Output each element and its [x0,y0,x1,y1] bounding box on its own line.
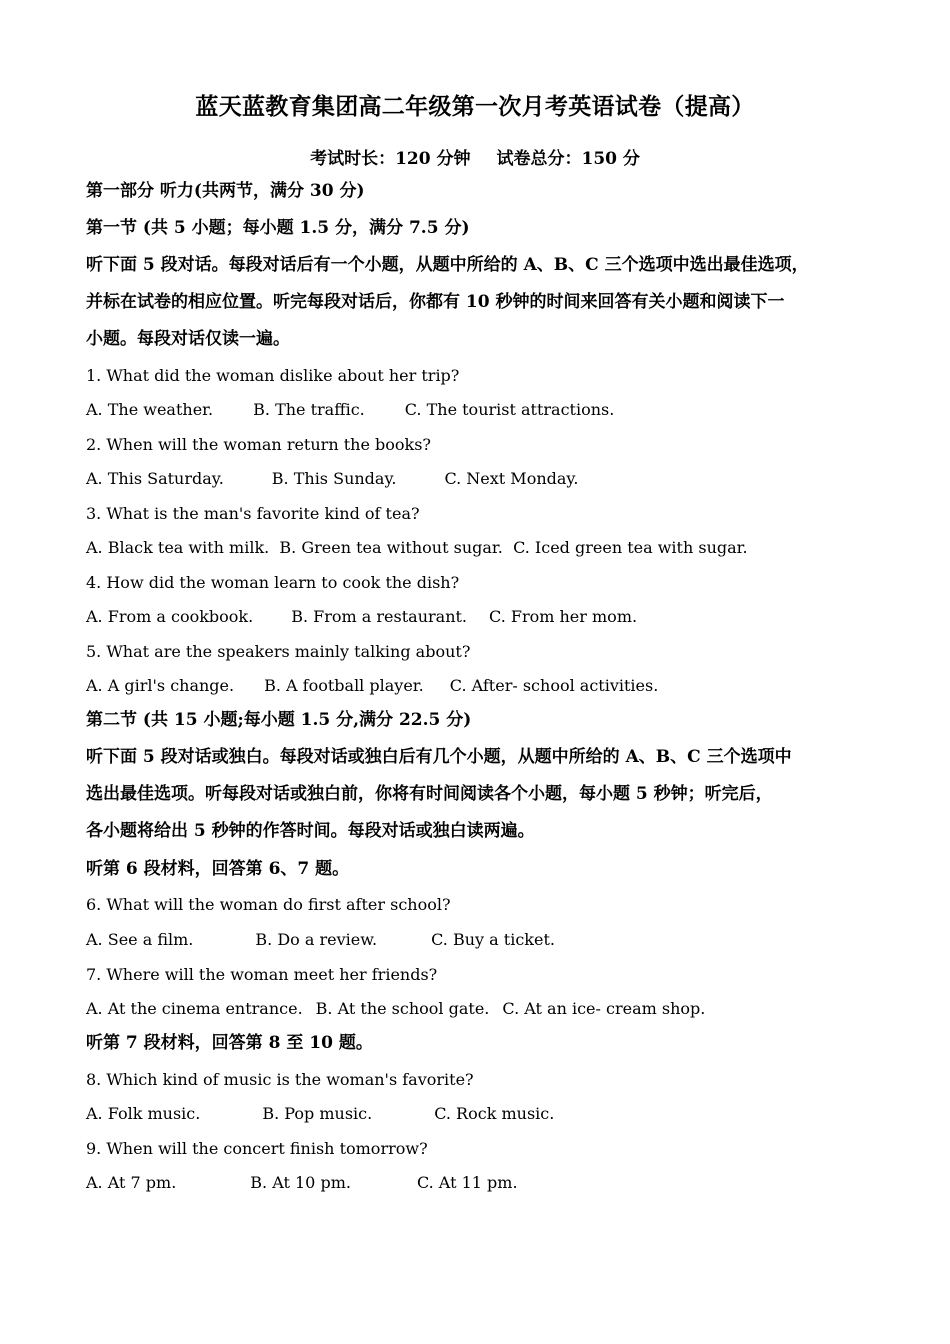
instruction-line: 听下面 5 段对话。每段对话后有一个小题，从题中所给的 A、B、C 三个选项中选出最佳选项， [86,255,809,275]
question-9: 9. When will the concert finish tomorrow? [86,1139,428,1158]
options-9 [86,1173,518,1193]
instruction-line: 选出最佳选项。听每段对话或独白前，你将有时间阅读各个小题，每小题 5 秒钟；听完后， [86,784,773,804]
instruction-line: 小题。每段对话仅读一遍。 [86,329,290,349]
instruction-line: 并标在试卷的相应位置。听完每段对话后，你都有 10 秒钟的时间来回答有关小题和阅读下一 [86,292,785,312]
option-a: A. At the cinema entrance. [86,999,303,1018]
instruction-line: 听下面 5 段对话或独白。每段对话或独白后有几个小题，从题中所给的 A、B、C 三个选项中 [86,747,792,767]
option-a: A. The weather. [86,400,214,419]
option-b: B. This Sunday. [271,469,397,488]
question-5: 5. What are the speakers mainly talking about? [86,642,471,661]
option-b: B. Green tea without sugar. [279,538,503,557]
instruction-line: 各小题将给出 5 秒钟的作答时间。每段对话或独白读两遍。 [86,821,535,841]
section1-heading: 第一节 (共 5 小题；每小题 1.5 分，满分 7.5 分) [86,218,470,238]
option-b: B. Do a review. [255,930,378,949]
question-1: 1. What did the woman dislike about her trip? [86,366,460,385]
options-3 [86,538,748,558]
option-c: C. At 11 pm. [416,1173,518,1192]
part1-heading: 第一部分 听力(共两节，满分 30 分) [86,181,365,201]
option-c: C. Buy a ticket. [431,930,555,949]
option-a: A. At 7 pm. [86,1173,177,1192]
option-c: C. At an ice- cream shop. [502,999,706,1018]
option-a: A. Folk music. [86,1104,201,1123]
option-a: A. See a film. [86,930,194,949]
options-6 [86,930,555,950]
option-c: C. After- school activities. [449,676,659,695]
section1-instructions [86,247,886,358]
exam-title: 蓝天蓝教育集团高二年级第一次月考英语试卷（提高） [195,93,755,120]
option-a: A. This Saturday. [86,469,224,488]
question-7: 7. Where will the woman meet her friends? [86,965,438,984]
option-b: B. At the school gate. [315,999,490,1018]
options-4 [86,607,637,627]
question-3: 3. What is the man's favorite kind of tea? [86,504,420,523]
option-c: C. From her mom. [489,607,638,626]
question-8: 8. Which kind of music is the woman's favorite? [86,1070,474,1089]
option-b: B. A football player. [264,676,424,695]
options-7 [86,999,705,1019]
option-c: C. Rock music. [434,1104,555,1123]
option-b: B. At 10 pm. [250,1173,351,1192]
option-b: B. From a restaurant. [291,607,468,626]
option-a: A. A girl's change. [86,676,235,695]
exam-info [0,144,950,169]
question-4: 4. How did the woman learn to cook the dish? [86,573,460,592]
option-b: B. Pop music. [262,1104,373,1123]
section2-heading: 第二节 (共 15 小题;每小题 1.5 分,满分 22.5 分) [86,710,472,730]
option-b: B. The traffic. [253,400,365,419]
option-c: C. Iced green tea with sugar. [513,538,748,557]
section2-instructions [86,739,886,850]
question-6: 6. What will the woman do first after school? [86,895,451,914]
option-c: C. The tourist attractions. [404,400,615,419]
option-c: C. Next Monday. [444,469,579,488]
question-2: 2. When will the woman return the books? [86,435,431,454]
material-6-heading: 听第 6 段材料，回答第 6、7 题。 [86,859,350,879]
material-7-heading: 听第 7 段材料，回答第 8 至 10 题。 [86,1033,373,1053]
options-8 [86,1104,554,1124]
options-1 [86,400,614,420]
options-2 [86,469,578,489]
exam-duration: 考试时长：120 分钟 [310,149,471,169]
option-a: A. From a cookbook. [86,607,254,626]
option-a: A. Black tea with milk. [86,538,270,557]
exam-total-score: 试卷总分：150 分 [496,149,640,169]
options-5 [86,676,658,696]
